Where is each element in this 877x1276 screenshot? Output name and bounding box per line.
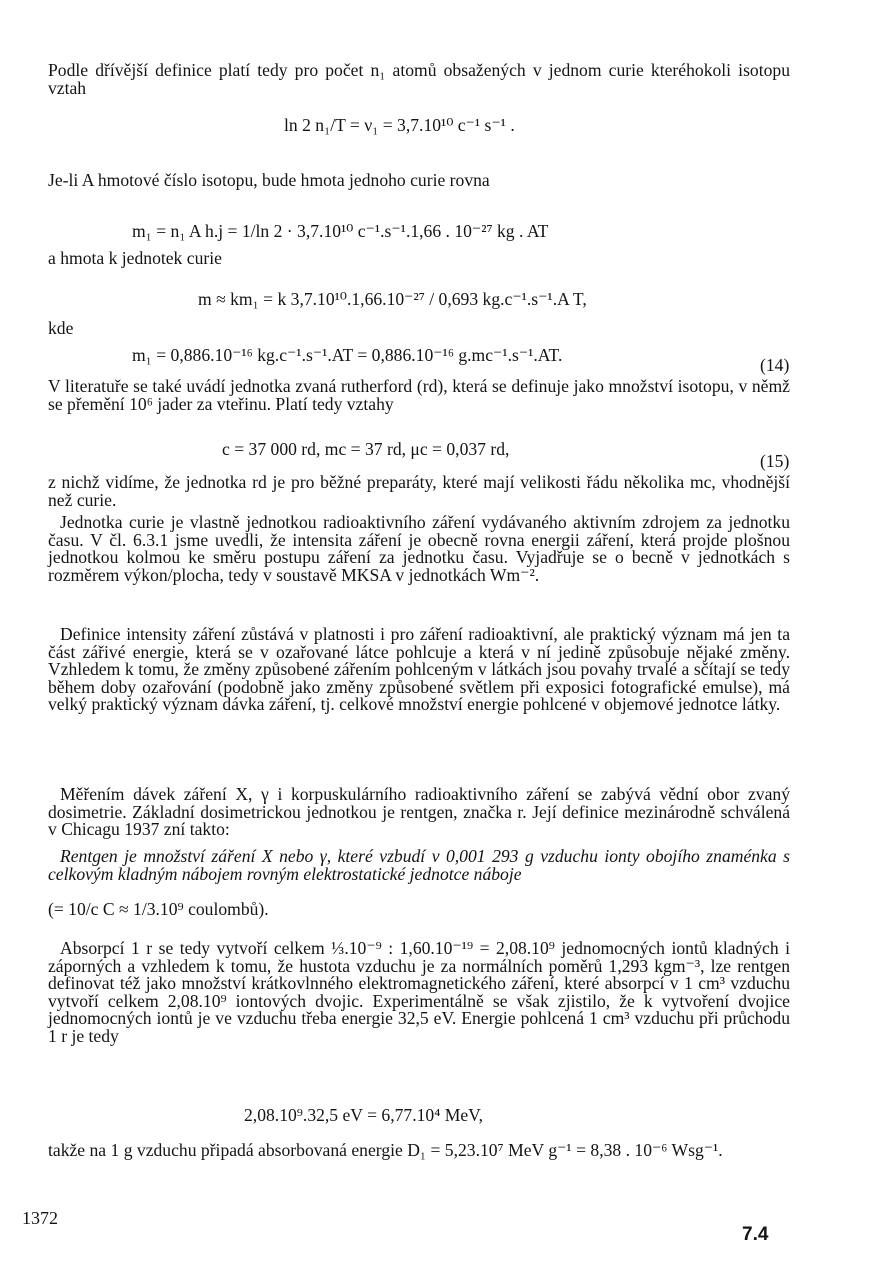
kde-label [48, 318, 73, 339]
paragraph-merenim [48, 786, 790, 839]
section-number [742, 1224, 768, 1246]
paragraph-hmota-k-text: a hmota k jednotek curie [48, 248, 222, 268]
page-number-text: 1372 [22, 1208, 58, 1228]
paragraph-intro-text: Podle dřívější definice platí tedy pro počet n₁ atomů obsažených v jednom curie kteréhokoli isotopu vztah [48, 60, 790, 98]
equation-6-text: (= 10/c C ≈ 1/3.10⁹ coulombů). [48, 899, 269, 919]
equation-7 [244, 1106, 483, 1124]
equation-5-number-text: (15) [760, 451, 790, 471]
equation-5-text: c = 37 000 rd, mc = 37 rd, μc = 0,037 rd, [222, 439, 510, 459]
equation-1 [284, 116, 515, 134]
paragraph-absorpci [48, 940, 790, 1046]
paragraph-je-li-text: Je-li A hmotové číslo isotopu, bude hmota jednoho curie rovna [48, 170, 490, 190]
paragraph-je-li [48, 172, 790, 190]
paragraph-jednotka-curie [48, 514, 790, 584]
paragraph-jednotka-curie-text: Jednotka curie je vlastně jednotkou radioaktivního záření vydávaného aktivním zdrojem za jednotku času. V čl. 6.3.1 jsme uvedli, že intensita záření je obecně rovna energii záření, která projde plošnou jednotkou kolmou ke směru postupu záření za jednotku času. Vyjadřuje se o becně v jednotkách s rozměrem výkon/plocha, tedy v soustavě MKSA v jednotkách Wm⁻². [48, 512, 790, 585]
equation-4-number-text: (14) [760, 355, 790, 375]
paragraph-takze [48, 1142, 790, 1160]
equation-2-text: m₁ = n₁ A h.j = 1/ln 2 · 3,7.10¹⁰ c⁻¹.s⁻¹.1,66 . 10⁻²⁷ kg . AT [132, 221, 549, 241]
paragraph-rutherford [48, 378, 790, 413]
paragraph-absorpci-text: Absorpcí 1 r se tedy vytvoří celkem ⅓.10⁻⁹ : 1,60.10⁻¹⁹ = 2,08.10⁹ jednomocných iontů kladných i záporných a vzhledem k tomu, že hustota vzduchu je za normálních poměrů 1,293 kgm⁻³, lze rentgen definovat též jako množství krátkovlnného elektromagnetického záření, které absorpcí v 1 cm³ vzduchu vytvoří celkem 2,08.10⁹ iontových dvojic. Experimentálně se však zjistilo, že k vytvoření dvojice jednomocných iontů je ve vzduchu třeba energie 32,5 eV. Energie pohlcená 1 cm³ vzduchu při průchodu 1 r je tedy [48, 938, 790, 1046]
equation-4-number [760, 356, 789, 374]
paragraph-intro [48, 62, 790, 97]
equation-6 [48, 900, 269, 918]
paragraph-z-nichz [48, 474, 790, 509]
page-number [22, 1208, 58, 1229]
equation-5-number [760, 452, 789, 470]
kde-text: kde [48, 318, 74, 338]
equation-4-text: m₁ = 0,886.10⁻¹⁶ kg.c⁻¹.s⁻¹.AT = 0,886.10⁻¹⁶ g.mc⁻¹.s⁻¹.AT. [132, 345, 563, 365]
paragraph-rentgen-definition-text: Rentgen je množství záření X nebo γ, které vzbudí v 0,001 293 g vzduchu ionty obojího znaménka s celkovým kladným nábojem rovným elektrostatické jednotce náboje [48, 846, 790, 884]
equation-1-text: ln 2 n₁/T = ν₁ = 3,7.10¹⁰ c⁻¹ s⁻¹ . [284, 115, 515, 135]
paragraph-rentgen-definition [48, 848, 790, 883]
equation-7-text: 2,08.10⁹.32,5 eV = 6,77.10⁴ MeV, [244, 1105, 484, 1125]
section-number-text: 7.4 [742, 1224, 769, 1245]
paragraph-hmota-k [48, 250, 790, 268]
equation-5 [222, 440, 509, 458]
paragraph-takze-text: takže na 1 g vzduchu připadá absorbovaná energie D₁ = 5,23.10⁷ MeV g⁻¹ = 8,38 . 10⁻⁶ Wsg⁻¹. [48, 1140, 723, 1160]
equation-3-text: m ≈ km₁ = k 3,7.10¹⁰.1,66.10⁻²⁷ / 0,693 kg.c⁻¹.s⁻¹.A T, [198, 289, 587, 309]
paragraph-definice-intensity-text: Definice intensity záření zůstává v platnosti i pro záření radioaktivní, ale praktický význam má jen ta část zářivé energie, která se v ozařované látce pohlcuje a která v ní jedině způsobuje nějaké změny. Vzhledem k tomu, že změny způsobené zářením pohlceným v látkách jsou povahy trvalé a sčítají se tedy během doby ozařování (podobně jako změny způsobené světlem při exposici fotografické emulse), má velký praktický význam dávka záření, tj. celkové množství energie pohlcené v objemové jednotce látky. [48, 624, 790, 715]
paragraph-rutherford-text: V literatuře se také uvádí jednotka zvaná rutherford (rd), která se definuje jako množství isotopu, v němž se přemění 10⁶ jader za vteřinu. Platí tedy vztahy [48, 376, 790, 414]
paragraph-merenim-text: Měřením dávek záření X, γ i korpuskulárního radioaktivního záření se zabývá vědní obor zvaný dosimetrie. Základní dosimetrickou jednotkou je rentgen, značka r. Její definice mezinárodně schválená v Chicagu 1937 zní takto: [48, 784, 790, 840]
paragraph-z-nichz-text: z nichž vidíme, že jednotka rd je pro běžné preparáty, které mají velikosti řádu několika mc, vhodnější než curie. [48, 472, 790, 510]
equation-2 [132, 222, 548, 240]
paragraph-definice-intensity [48, 626, 790, 714]
equation-4 [132, 346, 562, 364]
equation-3 [198, 290, 587, 308]
